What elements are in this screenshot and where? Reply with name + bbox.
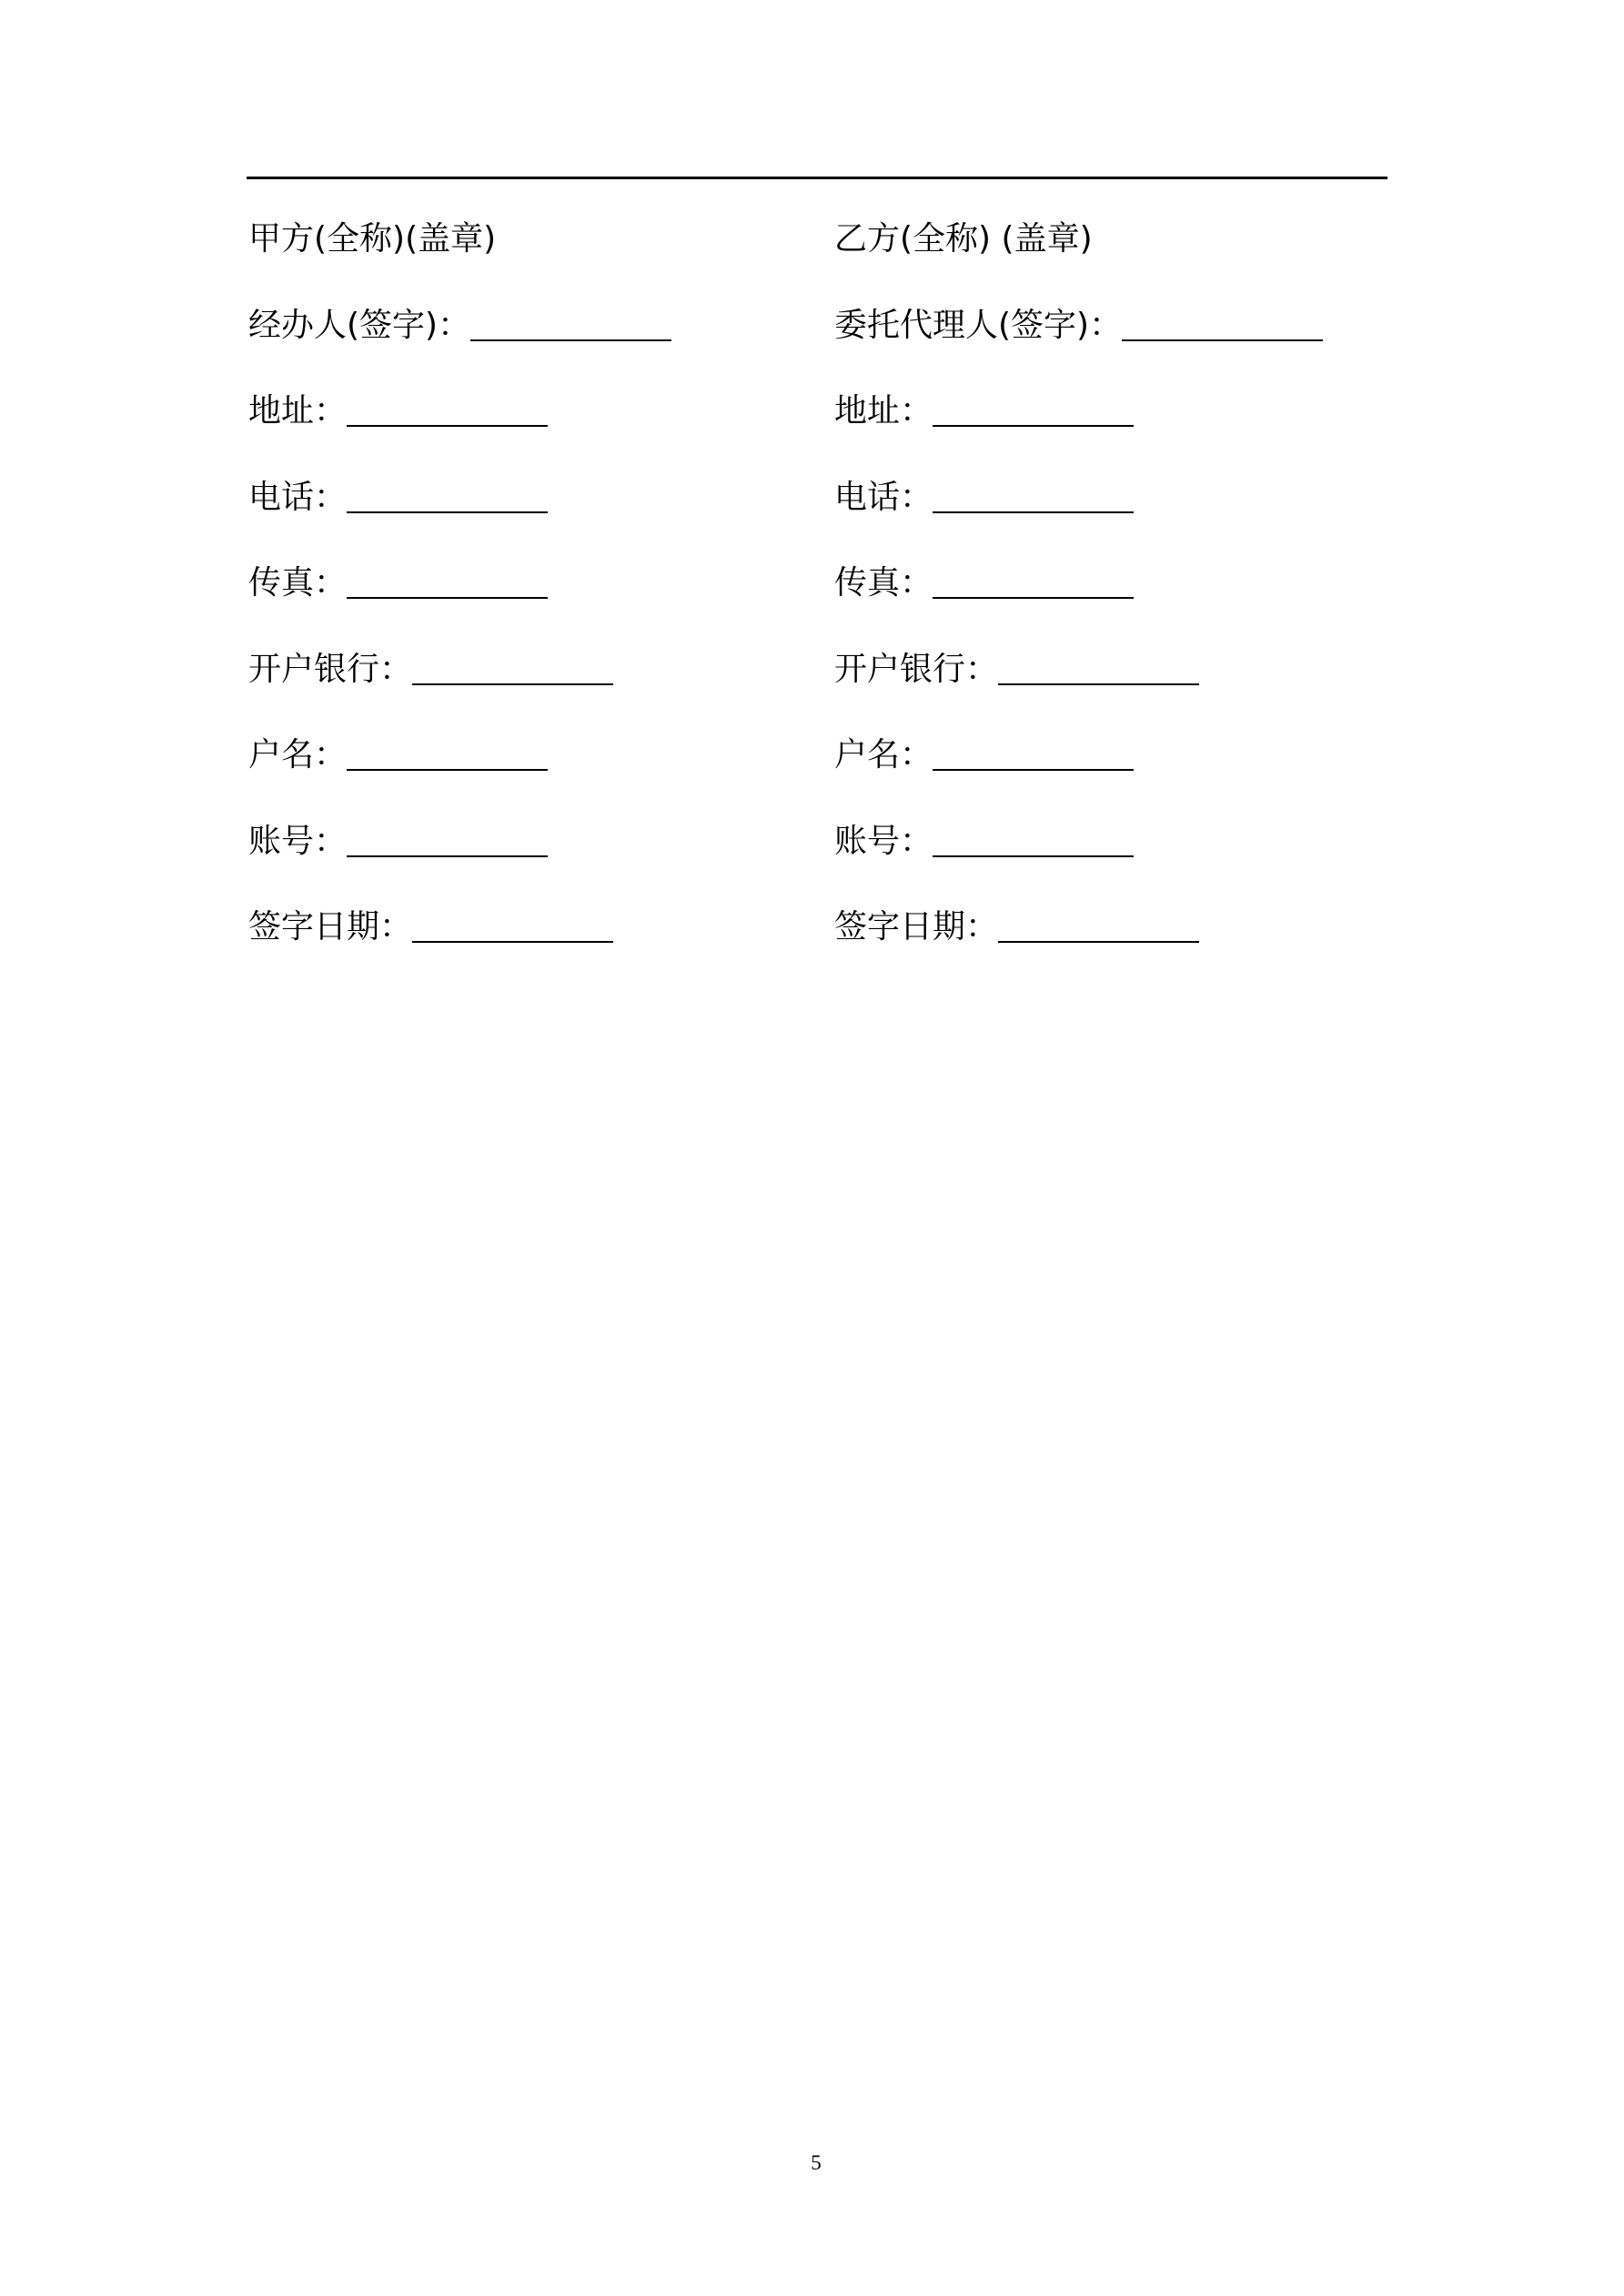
party-b-account-name-row (834, 735, 1398, 822)
page-number: 5 (811, 2151, 822, 2174)
party-b-account-number-blank (933, 823, 1134, 857)
party-a-sign-date-row (248, 907, 812, 994)
party-b-account-number-label: 账号： (834, 822, 933, 860)
party-a-account-name-label: 户名： (248, 736, 348, 774)
party-a-column (248, 219, 812, 994)
party-b-sign-date-blank (998, 908, 1199, 943)
party-a-signatory-row (248, 306, 812, 392)
party-a-account-number-blank (347, 823, 548, 857)
party-b-bank-label: 开户银行： (834, 650, 999, 688)
party-b-bank-row (834, 650, 1398, 736)
party-a-title: 甲方(全称)(盖章) (248, 220, 497, 258)
party-b-title: 乙方(全称) (盖章) (834, 220, 1093, 258)
party-b-sign-date-label: 签字日期： (834, 908, 999, 946)
party-a-sign-date-blank (412, 908, 613, 943)
party-b-address-row (834, 391, 1398, 478)
party-b-phone-label: 电话： (834, 478, 933, 516)
party-b-fax-blank (933, 564, 1134, 599)
party-b-account-name-label: 户名： (834, 736, 933, 774)
party-a-bank-row (248, 650, 812, 736)
header-rule (247, 177, 1387, 179)
party-a-fax-row (248, 563, 812, 650)
party-a-bank-blank (412, 651, 613, 685)
party-a-fax-label: 传真： (248, 564, 348, 602)
party-a-title-row (248, 219, 812, 306)
party-a-fax-blank (347, 564, 548, 599)
party-b-account-name-blank (933, 736, 1134, 771)
party-b-agent-label: 委托代理人(签字)： (834, 306, 1123, 344)
party-b-agent-row (834, 306, 1398, 392)
party-b-account-number-row (834, 822, 1398, 908)
party-a-address-blank (347, 392, 548, 427)
party-b-bank-blank (998, 651, 1199, 685)
party-a-bank-label: 开户银行： (248, 650, 413, 688)
party-b-fax-row (834, 563, 1398, 650)
party-b-fax-label: 传真： (834, 564, 933, 602)
party-a-address-label: 地址： (248, 392, 348, 430)
party-a-phone-label: 电话： (248, 478, 348, 516)
party-a-account-number-row (248, 822, 812, 908)
party-a-address-row (248, 391, 812, 478)
party-a-phone-blank (347, 479, 548, 513)
party-a-signatory-label: 经办人(签字)： (248, 306, 471, 344)
party-b-address-blank (933, 392, 1134, 427)
party-a-signatory-blank (470, 307, 671, 341)
party-b-title-row (834, 219, 1398, 306)
party-b-agent-blank (1122, 307, 1323, 341)
party-b-phone-row (834, 478, 1398, 564)
party-a-account-number-label: 账号： (248, 822, 348, 860)
party-a-phone-row (248, 478, 812, 564)
party-b-column (834, 219, 1398, 994)
party-a-account-name-blank (347, 736, 548, 771)
party-a-sign-date-label: 签字日期： (248, 908, 413, 946)
party-b-address-label: 地址： (834, 392, 933, 430)
party-b-phone-blank (933, 479, 1134, 513)
party-a-account-name-row (248, 735, 812, 822)
party-b-sign-date-row (834, 907, 1398, 994)
